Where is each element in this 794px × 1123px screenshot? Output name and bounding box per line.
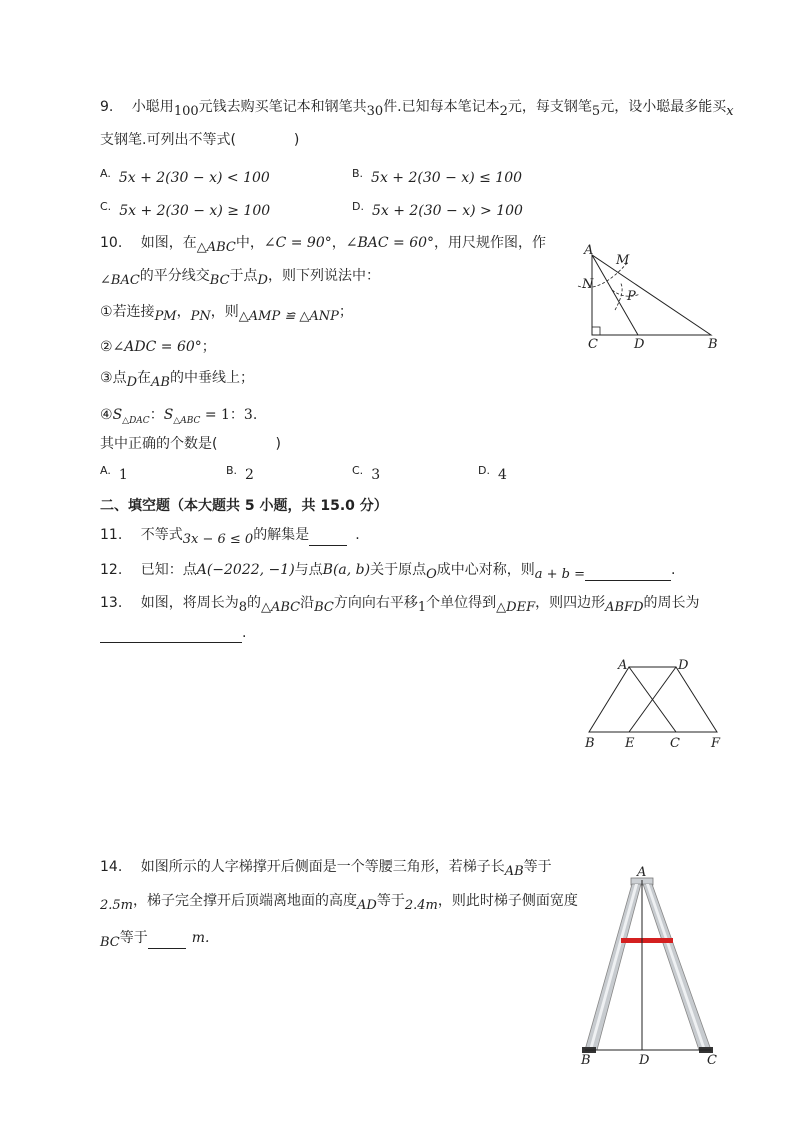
q13-line2: . (100, 623, 246, 643)
q14-figure (575, 862, 725, 1067)
section2-heading: 二、填空题（本大题共 5 小题，共 15.0 分） (100, 498, 388, 514)
q12-number: 12. (100, 562, 123, 578)
q10-line1: 10. 如图，在△ABC中，∠C = 90°，∠BAC = 60°，用尺规作图，作 (100, 235, 547, 255)
q10-statement-3: ③点D在AB的中垂线上； (100, 370, 254, 390)
q9-line1: 9. 小聪用100元钱去购买笔记本和钢笔共30件.已知每本笔记本2元，每支钢笔5元，设小聪最多能买x (100, 99, 734, 119)
q10-option-a[interactable]: $^{A.}$ 1 (100, 464, 128, 483)
label-d: D (634, 337, 645, 352)
q14-line1: 14. 如图所示的人字梯撑开后侧面是一个等腰三角形，若梯子长AB等于 (100, 859, 552, 879)
q9-option-b[interactable]: $^{B.}$ 5x + 2(30 − x) ≤ 100 (352, 167, 523, 186)
q9-option-c[interactable]: $^{C.}$ 5x + 2(30 − x) ≥ 100 (100, 200, 271, 219)
right-angle-mark (592, 327, 600, 335)
q14-answer-blank[interactable] (148, 932, 186, 949)
label-a: A (637, 865, 647, 880)
triangle-abc (592, 255, 711, 335)
q11: 11. 不等式3x − 6 ≤ 0的解集是 . (100, 527, 360, 547)
q9-option-a[interactable]: $^{A.}$ 5x + 2(30 − x) < 100 (100, 167, 270, 186)
q10-figure (570, 238, 730, 353)
q14-line3: BC等于 m. (100, 930, 210, 950)
construction-arc-n (612, 290, 640, 296)
q12-answer-blank[interactable] (585, 564, 671, 581)
q11-answer-blank[interactable] (309, 529, 347, 546)
label-c: C (707, 1053, 717, 1067)
label-p: P (627, 289, 636, 304)
q10-ask: 其中正确的个数是( ) (100, 436, 281, 452)
triangle-def (629, 667, 717, 732)
label-m: M (616, 253, 630, 268)
q13-answer-blank[interactable] (100, 626, 242, 643)
label-f: F (711, 736, 721, 751)
ladder-spreader-bar (621, 938, 673, 943)
q10-statement-4: $④S_{\triangle DAC}$：$S_{\triangle ABC} = 1$：3. (100, 407, 258, 426)
q11-number: 11. (100, 527, 123, 543)
label-d: D (639, 1053, 650, 1067)
label-c: C (670, 736, 680, 751)
label-b: B (581, 1053, 591, 1067)
label-a: A (584, 243, 594, 258)
label-e: E (625, 736, 635, 751)
q10-option-c[interactable]: $^{C.}$ 3 (352, 464, 381, 483)
q12: 12. 已知：点A(−2022, −1)与点B(a, b)关于原点O成中心对称，则a + b = . (100, 562, 676, 582)
q10-option-d[interactable]: $^{D.}$ 4 (478, 464, 507, 483)
label-n: N (582, 277, 594, 292)
triangle-abc (589, 667, 676, 732)
q10-statement-1: ①若连接PM，PN，则△AMP ≌ △ANP； (100, 304, 353, 324)
q9-line2: 支钢笔.可列出不等式( ) (100, 132, 300, 148)
label-b: B (585, 736, 595, 751)
label-a: A (618, 658, 628, 673)
q9-option-d-expr: 5x + 2(30 − x) > 100 (371, 203, 523, 219)
q9-option-b-expr: 5x + 2(30 − x) ≤ 100 (371, 170, 523, 186)
q13-figure (580, 655, 730, 755)
q10-line2: ∠BAC的平分线交BC于点D，则下列说法中： (100, 268, 380, 288)
q14-number: 14. (100, 859, 123, 875)
q9-number: 9. (100, 99, 114, 115)
q13-number: 13. (100, 595, 123, 611)
q10-option-b[interactable]: $^{B.}$ 2 (226, 464, 254, 483)
ladder-left-rail-shine (589, 884, 638, 1050)
q14-line2: 2.5m，梯子完全撑开后顶端离地面的高度AD等于2.4m，则此时梯子侧面宽度 (100, 893, 578, 913)
ladder-right-rail-shine (646, 884, 706, 1050)
q10-number: 10. (100, 235, 123, 251)
q13-line1: 13. 如图，将周长为8的△ABC沿BC方向向右平移1个单位得到△DEF，则四边形ABFD的周长为 (100, 595, 700, 615)
q9-option-c-expr: 5x + 2(30 − x) ≥ 100 (119, 203, 271, 219)
label-d: D (678, 658, 689, 673)
q9-option-d[interactable]: $^{D.}$ 5x + 2(30 − x) > 100 (352, 200, 523, 219)
label-b: B (708, 337, 718, 352)
q10-statement-2: ②∠ADC = 60°； (100, 339, 216, 355)
label-c: C (588, 337, 598, 352)
q9-option-a-expr: 5x + 2(30 − x) < 100 (118, 170, 270, 186)
